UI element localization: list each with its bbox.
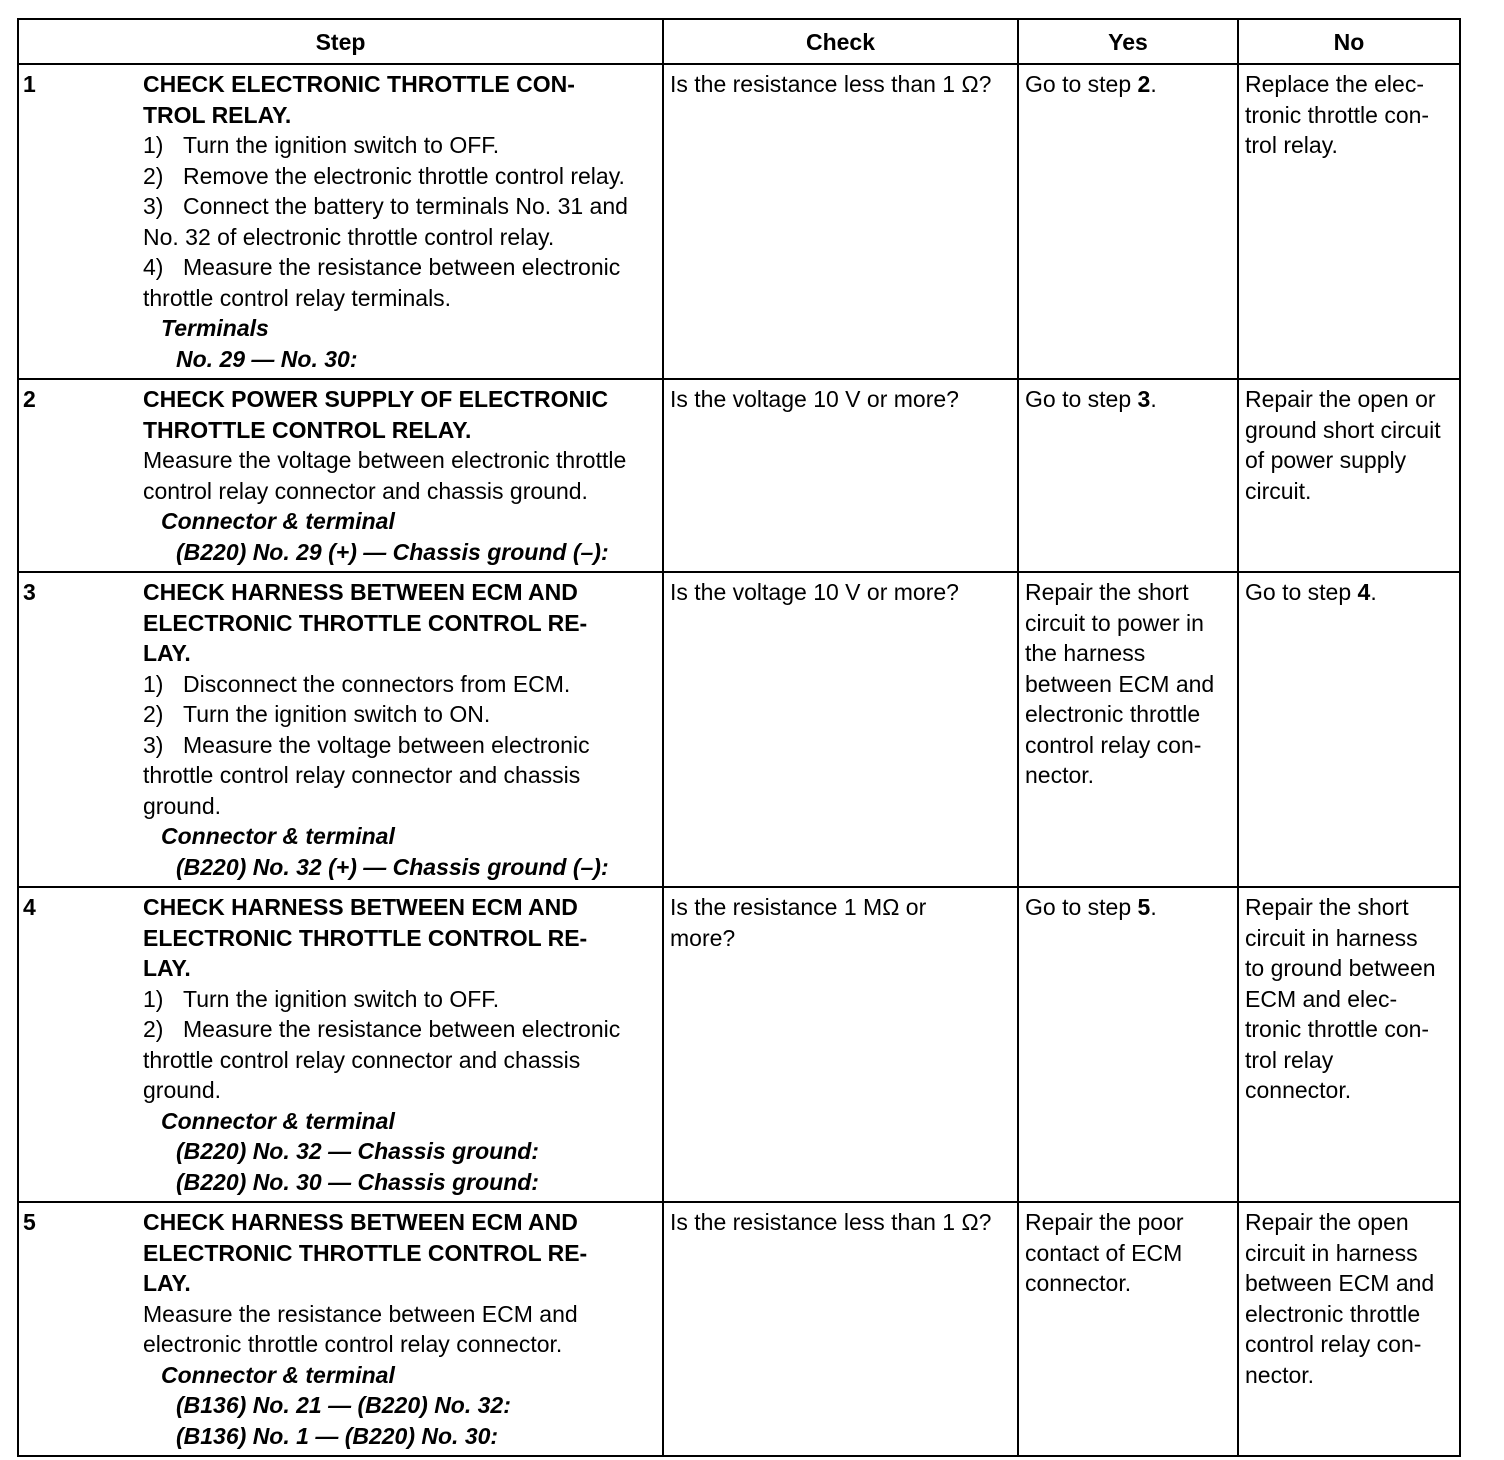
step-cell: [18, 572, 663, 887]
substep-continuation: ground.: [143, 792, 222, 819]
substep-continuation: throttle control relay connector and chassis: [143, 1046, 581, 1073]
substep-continuation: No. 32 of electronic throttle control relay.: [143, 223, 555, 250]
yes-cell: Go to step 2.: [1018, 64, 1238, 379]
spec-label: Connector & terminal: [161, 508, 395, 534]
step-number: 1: [23, 71, 36, 97]
step-number: 4: [23, 894, 36, 920]
substep: 3) Measure the voltage between electronic: [143, 731, 590, 758]
check-cell: Is the resistance 1 MΩ or more?: [663, 887, 1018, 1202]
yes-cell: Go to step 5.: [1018, 887, 1238, 1202]
spec-label: Connector & terminal: [161, 1361, 395, 1388]
step-number: 2: [23, 386, 36, 412]
spec-label: Connector & terminal: [161, 823, 395, 849]
substep-continuation: throttle control relay terminals.: [143, 284, 452, 311]
step-body: control relay connector and chassis ground.: [143, 477, 588, 504]
spec-value: (B136) No. 21 — (B220) No. 32:: [176, 1392, 511, 1418]
substep-continuation: ground.: [143, 1077, 222, 1103]
check-cell: Is the resistance less than 1 Ω?: [663, 64, 1018, 379]
check-cell: Is the resistance less than 1 Ω?: [663, 1202, 1018, 1456]
substep: 2) Measure the resistance between electronic: [143, 1016, 621, 1042]
step-cell: [18, 379, 663, 572]
table-row: [18, 379, 1460, 572]
substep: 2) Turn the ignition switch to ON.: [143, 701, 491, 727]
step-reference: 4: [1357, 579, 1371, 605]
header-yes: Yes: [1018, 19, 1238, 64]
header-check: Check: [663, 19, 1018, 64]
spec-value: No. 29 — No. 30:: [176, 345, 358, 372]
step-reference: 2: [1137, 71, 1151, 97]
spec-value: (B220) No. 32 (+) — Chassis ground (–):: [176, 853, 609, 880]
step-body: electronic throttle control relay connector.: [143, 1331, 563, 1357]
step-reference: 5: [1137, 894, 1151, 920]
spec-value: (B220) No. 29 (+) — Chassis ground (–):: [176, 538, 609, 565]
step-title: CHECK HARNESS BETWEEN ECM AND ELECTRONIC THROTTLE CONTROL RE- LAY.: [143, 1209, 588, 1296]
substep: 3) Connect the battery to terminals No. 31 and: [143, 193, 628, 219]
troubleshooting-table: [17, 18, 1461, 1457]
spec-label: Connector & terminal: [161, 1107, 395, 1134]
substep: 2) Remove the electronic throttle control relay.: [143, 162, 625, 189]
step-cell: [18, 64, 663, 379]
step-cell: [18, 1202, 663, 1456]
step-cell: [18, 887, 663, 1202]
no-cell: Replace the elec- tronic throttle con- trol relay.: [1238, 64, 1460, 379]
spec-value: (B220) No. 30 — Chassis ground:: [176, 1168, 539, 1195]
header-no: No: [1238, 19, 1460, 64]
header-step: Step: [18, 19, 663, 64]
step-title: CHECK ELECTRONIC THROTTLE CON- TROL RELAY.: [143, 71, 575, 128]
step-number: 3: [23, 579, 36, 605]
substep: 1) Disconnect the connectors from ECM.: [143, 670, 571, 697]
yes-cell: Go to step 3.: [1018, 379, 1238, 572]
table-row: [18, 572, 1460, 887]
no-cell: Repair the short circuit in harness to ground between ECM and elec- tronic throttle con- trol relay connector.: [1238, 887, 1460, 1202]
table-row: [18, 887, 1460, 1202]
step-title: CHECK HARNESS BETWEEN ECM AND ELECTRONIC THROTTLE CONTROL RE- LAY.: [143, 579, 588, 666]
step-body: Measure the resistance between ECM and: [143, 1300, 578, 1327]
spec-value: (B220) No. 32 — Chassis ground:: [176, 1138, 539, 1164]
yes-cell: Repair the short circuit to power in the harness between ECM and electronic throttle control relay con- nector.: [1018, 572, 1238, 887]
no-cell: Repair the open circuit in harness between ECM and electronic throttle control relay con- nector.: [1238, 1202, 1460, 1456]
substep: 1) Turn the ignition switch to OFF.: [143, 985, 500, 1012]
table-row: [18, 64, 1460, 379]
substep: 1) Turn the ignition switch to OFF.: [143, 132, 500, 158]
no-cell: Repair the open or ground short circuit of power supply circuit.: [1238, 379, 1460, 572]
step-number: 5: [23, 1209, 36, 1235]
table-row: [18, 1202, 1460, 1456]
step-title: CHECK POWER SUPPLY OF ELECTRONIC THROTTLE CONTROL RELAY.: [143, 386, 609, 443]
spec-value: (B136) No. 1 — (B220) No. 30:: [176, 1422, 499, 1449]
step-reference: 3: [1137, 386, 1151, 412]
no-cell: Go to step 4.: [1238, 572, 1460, 887]
substep: 4) Measure the resistance between electronic: [143, 254, 621, 280]
step-title: CHECK HARNESS BETWEEN ECM AND ELECTRONIC THROTTLE CONTROL RE- LAY.: [143, 894, 588, 981]
check-cell: Is the voltage 10 V or more?: [663, 379, 1018, 572]
spec-label: Terminals: [161, 315, 269, 341]
header-row: [18, 19, 1460, 64]
step-body: Measure the voltage between electronic throttle: [143, 447, 627, 473]
check-cell: Is the voltage 10 V or more?: [663, 572, 1018, 887]
yes-cell: Repair the poor contact of ECM connector.: [1018, 1202, 1238, 1456]
substep-continuation: throttle control relay connector and chassis: [143, 762, 581, 788]
